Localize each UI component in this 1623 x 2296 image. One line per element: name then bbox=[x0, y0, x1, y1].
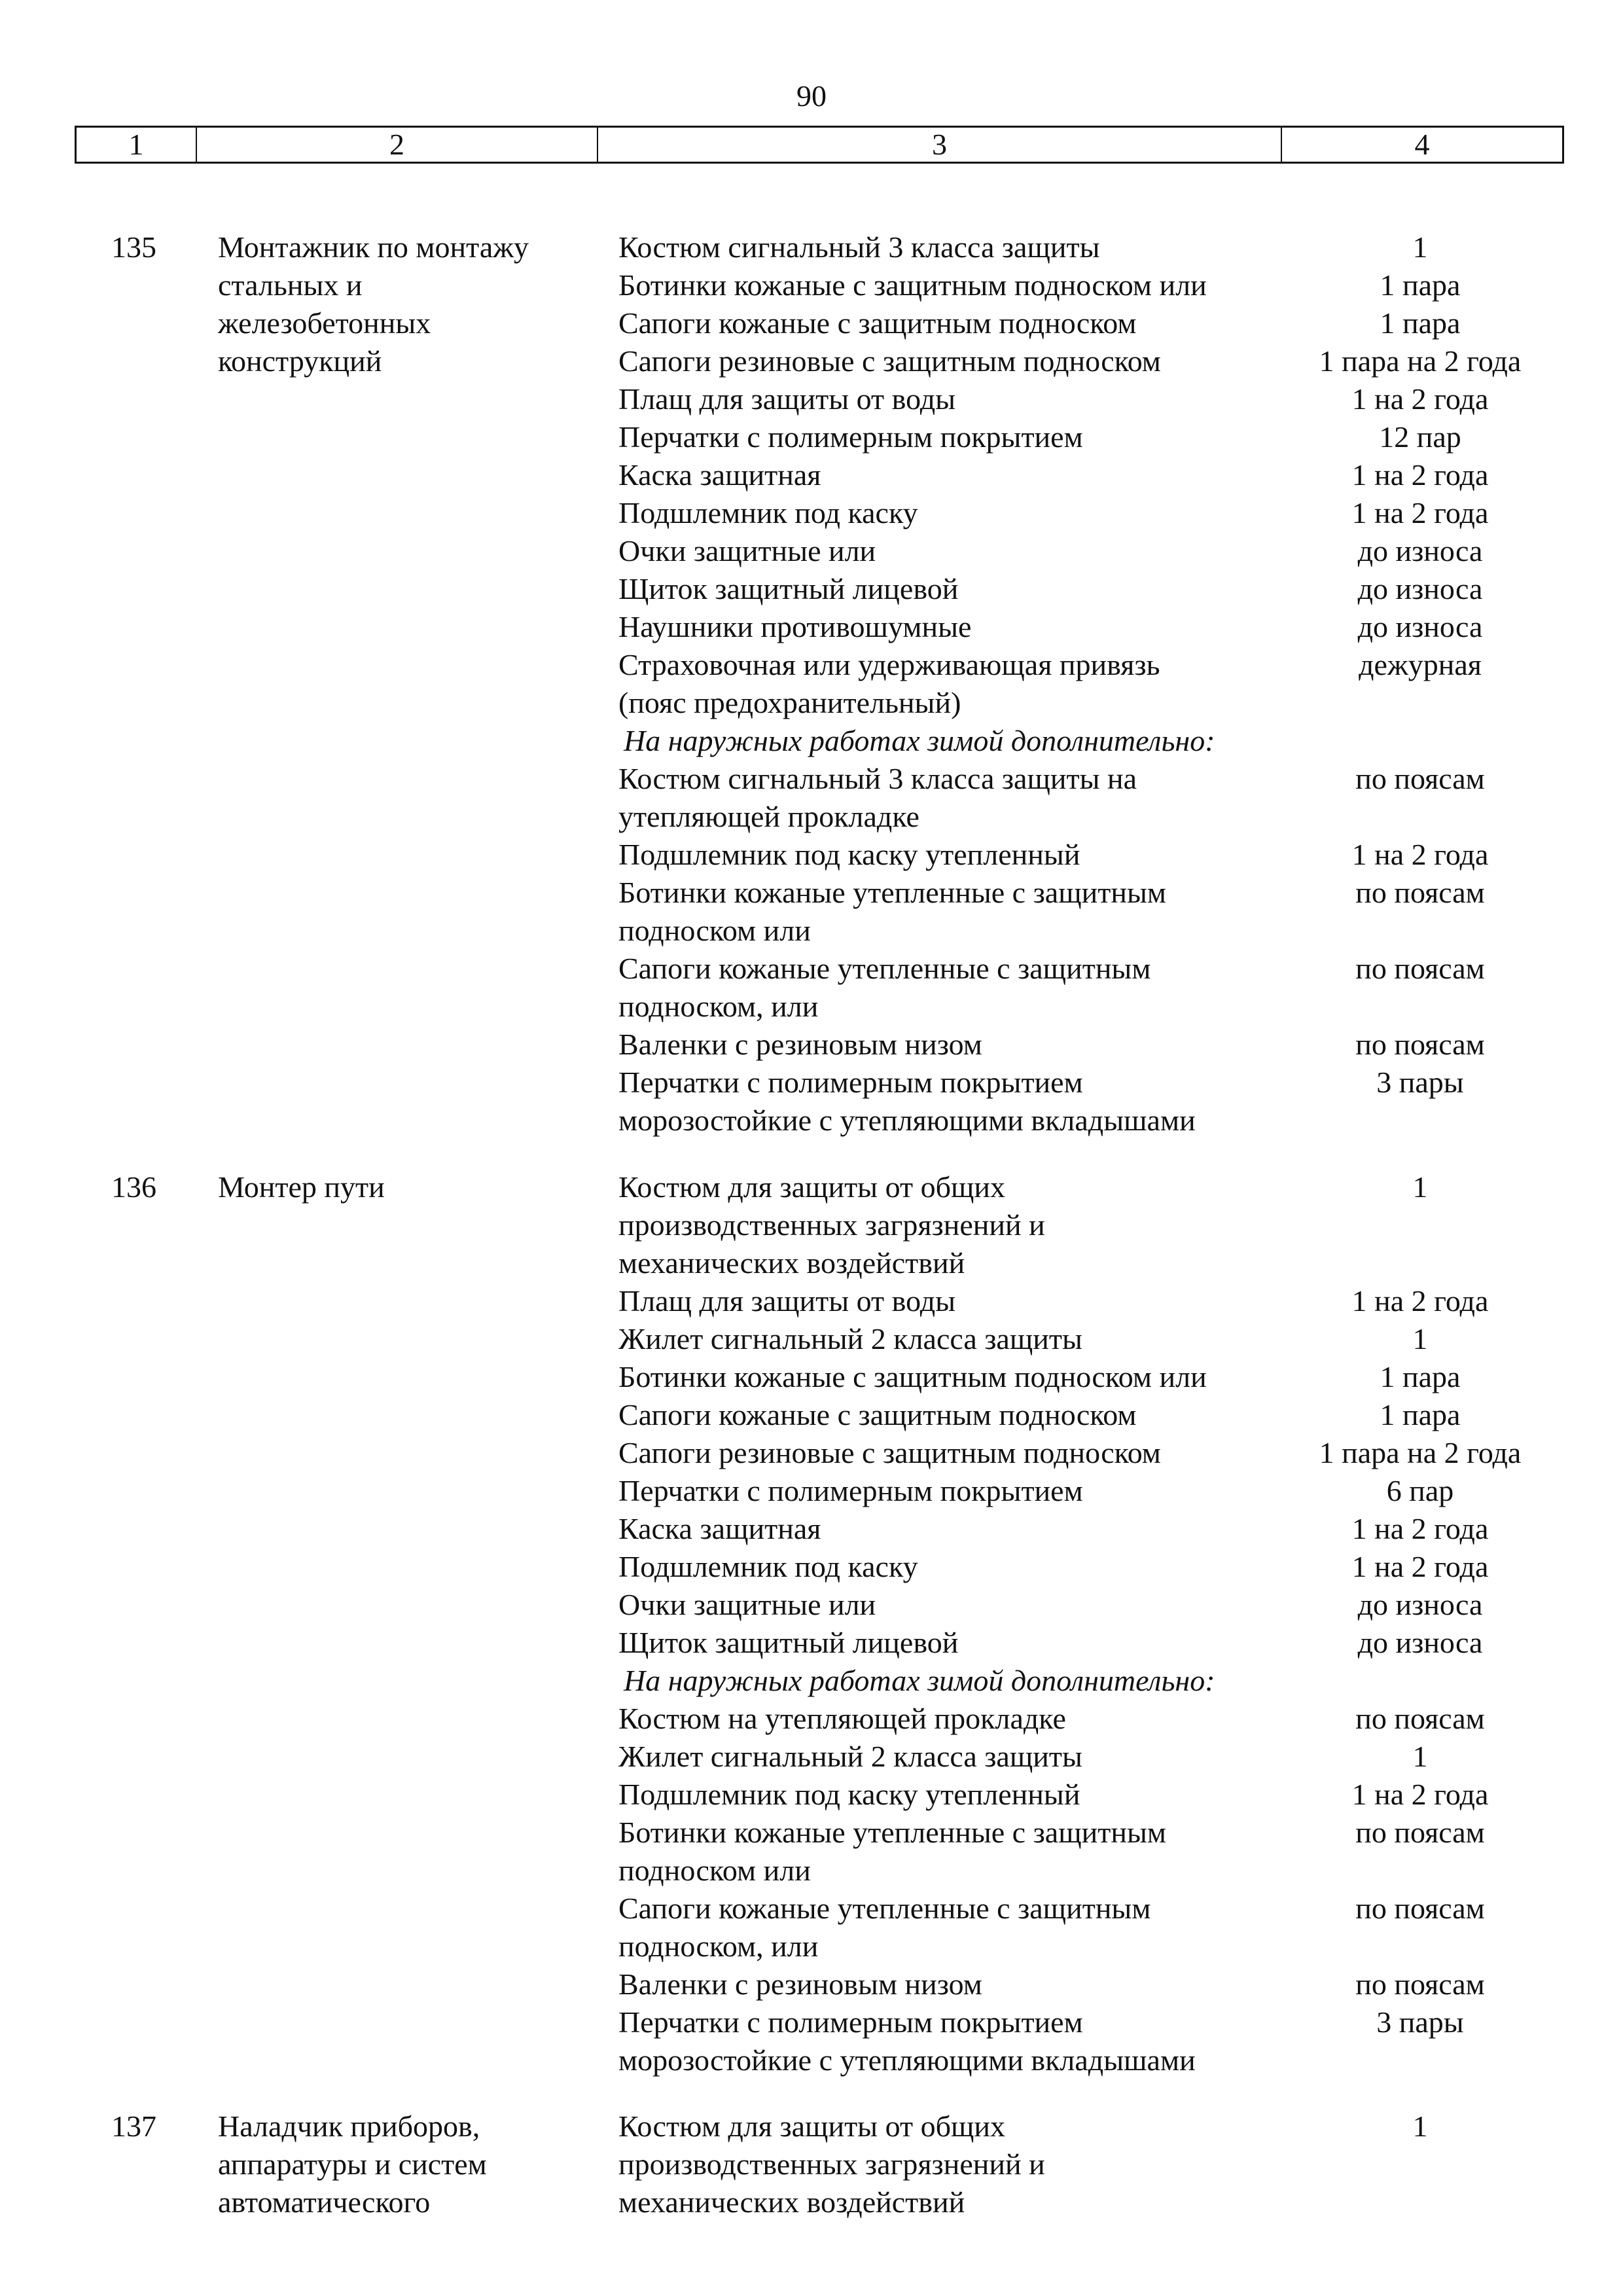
ppe-item bbox=[618, 532, 1580, 570]
profession-name: Наладчик приборов, аппаратуры и систем автоматического bbox=[218, 2109, 487, 2219]
ppe-item bbox=[618, 874, 1580, 950]
ppe-item bbox=[618, 1548, 1580, 1586]
ppe-item-name: Сапоги резиновые с защитным подноском bbox=[618, 344, 1161, 378]
ppe-list bbox=[618, 1168, 1580, 2079]
ppe-item-name: Валенки с резиновым низом bbox=[618, 1028, 982, 1061]
ppe-item-name: Очки защитные или bbox=[618, 534, 876, 567]
ppe-item-name: Перчатки с полимерным покрытием bbox=[618, 1474, 1083, 1507]
ppe-item-name: Перчатки с полимерным покрытием морозостойкие с утепляющими вкладышами bbox=[618, 2005, 1196, 2077]
ppe-list bbox=[618, 228, 1580, 1139]
section-note bbox=[618, 1662, 1580, 1700]
ppe-item bbox=[618, 1320, 1580, 1358]
column-header-3: 3 bbox=[598, 128, 1282, 162]
ppe-item-name: Валенки с резиновым низом bbox=[618, 1967, 982, 2001]
ppe-item bbox=[618, 456, 1580, 494]
ppe-item-name: Костюм сигнальный 3 класса защиты bbox=[618, 230, 1100, 264]
ppe-item-name: Подшлемник под каску утепленный bbox=[618, 1778, 1080, 1811]
ppe-item-quantity: 1 на 2 года bbox=[1351, 838, 1489, 871]
ppe-item-name: Наушники противошумные bbox=[618, 610, 972, 643]
ppe-item bbox=[618, 1064, 1580, 1139]
ppe-item-quantity bbox=[1275, 1662, 1576, 1700]
ppe-item-quantity: 1 на 2 года bbox=[1351, 458, 1489, 492]
ppe-item bbox=[618, 1586, 1580, 1624]
ppe-item-name: Подшлемник под каску утепленный bbox=[618, 838, 1080, 871]
ppe-item-name: Подшлемник под каску bbox=[618, 1550, 918, 1583]
ppe-item-quantity: до износа bbox=[1357, 534, 1483, 567]
profession-name: Монтажник по монтажу стальных и железобетонных конструкций bbox=[218, 230, 529, 378]
ppe-item-quantity: 1 пара bbox=[1380, 306, 1461, 340]
ppe-item-name: Жилет сигнальный 2 класса защиты bbox=[618, 1322, 1082, 1355]
ppe-item bbox=[618, 380, 1580, 418]
ppe-item-quantity: по поясам bbox=[1355, 1967, 1485, 2001]
ppe-item-quantity: 1 пара bbox=[1380, 268, 1461, 302]
ppe-item bbox=[618, 1282, 1580, 1320]
ppe-item-name: Сапоги кожаные утепленные с защитным подноском, или bbox=[618, 1892, 1151, 1963]
page-number: 90 bbox=[796, 79, 827, 113]
ppe-item bbox=[618, 1624, 1580, 1662]
ppe-item-name: Костюм для защиты от общих производственных загрязнений и механических воздействий bbox=[618, 1170, 1045, 1280]
ppe-item-quantity: до износа bbox=[1357, 572, 1483, 605]
ppe-item-name: Сапоги резиновые с защитным подноском bbox=[618, 1436, 1161, 1469]
ppe-item-name: Каска защитная bbox=[618, 1512, 821, 1545]
ppe-item-name: Перчатки с полимерным покрытием морозостойкие с утепляющими вкладышами bbox=[618, 1066, 1196, 1137]
ppe-item-name: Сапоги кожаные с защитным подноском bbox=[618, 1398, 1137, 1431]
ppe-item-name: Каска защитная bbox=[618, 458, 821, 492]
ppe-item bbox=[618, 1396, 1580, 1434]
ppe-item-quantity: по поясам bbox=[1355, 876, 1485, 909]
ppe-item-quantity: 1 на 2 года bbox=[1351, 1284, 1489, 1318]
ppe-item bbox=[618, 1738, 1580, 1776]
column-header-1: 1 bbox=[77, 128, 197, 162]
ppe-item-quantity: 1 пара на 2 года bbox=[1319, 1436, 1522, 1469]
ppe-item bbox=[618, 1510, 1580, 1548]
row-number: 135 bbox=[111, 230, 156, 264]
ppe-item bbox=[618, 836, 1580, 874]
ppe-item-name: Щиток защитный лицевой bbox=[618, 1626, 959, 1659]
ppe-item-name: Ботинки кожаные с защитным подноском или bbox=[618, 1360, 1207, 1393]
ppe-item bbox=[618, 1965, 1580, 2003]
ppe-item bbox=[618, 494, 1580, 532]
ppe-item-name: Ботинки кожаные утепленные с защитным подноском или bbox=[618, 1816, 1166, 1887]
ppe-item-quantity: по поясам bbox=[1355, 1816, 1485, 1849]
ppe-item-quantity: по поясам bbox=[1355, 952, 1485, 985]
ppe-item bbox=[618, 1168, 1580, 1282]
ppe-item-quantity: 1 bbox=[1412, 1170, 1428, 1204]
ppe-item-quantity: 1 bbox=[1412, 1322, 1428, 1355]
ppe-item-quantity: 1 bbox=[1412, 1740, 1428, 1773]
ppe-item-quantity: до износа bbox=[1357, 610, 1483, 643]
ppe-item-quantity bbox=[1275, 722, 1576, 760]
ppe-item-quantity: 1 на 2 года bbox=[1351, 496, 1489, 529]
ppe-item-quantity: 1 на 2 года bbox=[1351, 382, 1489, 416]
column-header-4: 4 bbox=[1414, 128, 1430, 161]
ppe-item bbox=[618, 1776, 1580, 1814]
ppe-item bbox=[618, 1358, 1580, 1396]
ppe-item-name: Щиток защитный лицевой bbox=[618, 572, 959, 605]
ppe-item bbox=[618, 1700, 1580, 1738]
ppe-item bbox=[618, 1472, 1580, 1510]
ppe-item bbox=[618, 570, 1580, 608]
ppe-item-name: Ботинки кожаные с защитным подноском или bbox=[618, 268, 1207, 302]
ppe-item-name: Сапоги кожаные утепленные с защитным подноском, или bbox=[618, 952, 1151, 1023]
ppe-item-quantity: дежурная bbox=[1359, 648, 1482, 681]
ppe-item bbox=[618, 342, 1580, 380]
ppe-item-quantity: 3 пары bbox=[1376, 2005, 1464, 2039]
ppe-item-name: На наружных работах зимой дополнительно: bbox=[624, 724, 1215, 757]
ppe-item-name: Очки защитные или bbox=[618, 1588, 876, 1621]
ppe-item bbox=[618, 418, 1580, 456]
ppe-item-quantity: 1 на 2 года bbox=[1351, 1550, 1489, 1583]
ppe-item bbox=[618, 646, 1580, 722]
ppe-item-quantity: до износа bbox=[1357, 1588, 1483, 1621]
ppe-item-quantity: по поясам bbox=[1355, 1892, 1485, 1925]
ppe-item-quantity: по поясам bbox=[1355, 762, 1485, 795]
ppe-item bbox=[618, 608, 1580, 646]
row-number: 137 bbox=[111, 2109, 156, 2143]
ppe-item-name: Перчатки с полимерным покрытием bbox=[618, 420, 1083, 454]
ppe-item-quantity: 1 на 2 года bbox=[1351, 1512, 1489, 1545]
ppe-item bbox=[618, 266, 1580, 304]
ppe-item-name: Жилет сигнальный 2 класса защиты bbox=[618, 1740, 1082, 1773]
ppe-list bbox=[618, 2108, 1580, 2221]
ppe-item-quantity: 6 пар bbox=[1386, 1474, 1454, 1507]
ppe-item-name: Костюм на утепляющей прокладке bbox=[618, 1702, 1066, 1735]
ppe-item-quantity: по поясам bbox=[1355, 1702, 1485, 1735]
column-header-row bbox=[75, 126, 1564, 164]
ppe-item-quantity: 1 пара на 2 года bbox=[1319, 344, 1522, 378]
ppe-item-name: Плащ для защиты от воды bbox=[618, 382, 956, 416]
ppe-item-name: На наружных работах зимой дополнительно: bbox=[624, 1664, 1215, 1697]
ppe-item-quantity: 1 на 2 года bbox=[1351, 1778, 1489, 1811]
ppe-item-quantity: до износа bbox=[1357, 1626, 1483, 1659]
section-note bbox=[618, 722, 1580, 760]
ppe-item bbox=[618, 1434, 1580, 1472]
ppe-item-quantity: 1 пара bbox=[1380, 1360, 1461, 1393]
ppe-item bbox=[618, 1890, 1580, 1965]
profession-name: Монтер пути bbox=[218, 1170, 385, 1204]
ppe-item bbox=[618, 304, 1580, 342]
row-number: 136 bbox=[111, 1170, 156, 1204]
ppe-item-name: Подшлемник под каску bbox=[618, 496, 918, 529]
ppe-item bbox=[618, 950, 1580, 1026]
ppe-item-quantity: 12 пар bbox=[1379, 420, 1461, 454]
ppe-item-quantity: 1 пара bbox=[1380, 1398, 1461, 1431]
ppe-item-quantity: по поясам bbox=[1355, 1028, 1485, 1061]
column-header-2: 2 bbox=[197, 128, 598, 162]
ppe-item bbox=[618, 2003, 1580, 2079]
ppe-item-name: Костюм для защиты от общих производственных загрязнений и механических воздействий bbox=[618, 2109, 1045, 2219]
ppe-item bbox=[618, 1814, 1580, 1890]
ppe-item-name: Страховочная или удерживающая привязь (пояс предохранительный) bbox=[618, 648, 1160, 719]
ppe-item-quantity: 3 пары bbox=[1376, 1066, 1464, 1099]
ppe-item-quantity: 1 bbox=[1412, 230, 1428, 264]
ppe-item bbox=[618, 228, 1580, 266]
ppe-item-name: Плащ для защиты от воды bbox=[618, 1284, 956, 1318]
ppe-item bbox=[618, 1026, 1580, 1064]
ppe-item-name: Костюм сигнальный 3 класса защиты на утепляющей прокладке bbox=[618, 762, 1137, 833]
ppe-item-name: Ботинки кожаные утепленные с защитным подноском или bbox=[618, 876, 1166, 947]
ppe-item-name: Сапоги кожаные с защитным подноском bbox=[618, 306, 1137, 340]
ppe-item bbox=[618, 2108, 1580, 2221]
ppe-item-quantity: 1 bbox=[1412, 2109, 1428, 2143]
ppe-item bbox=[618, 760, 1580, 836]
